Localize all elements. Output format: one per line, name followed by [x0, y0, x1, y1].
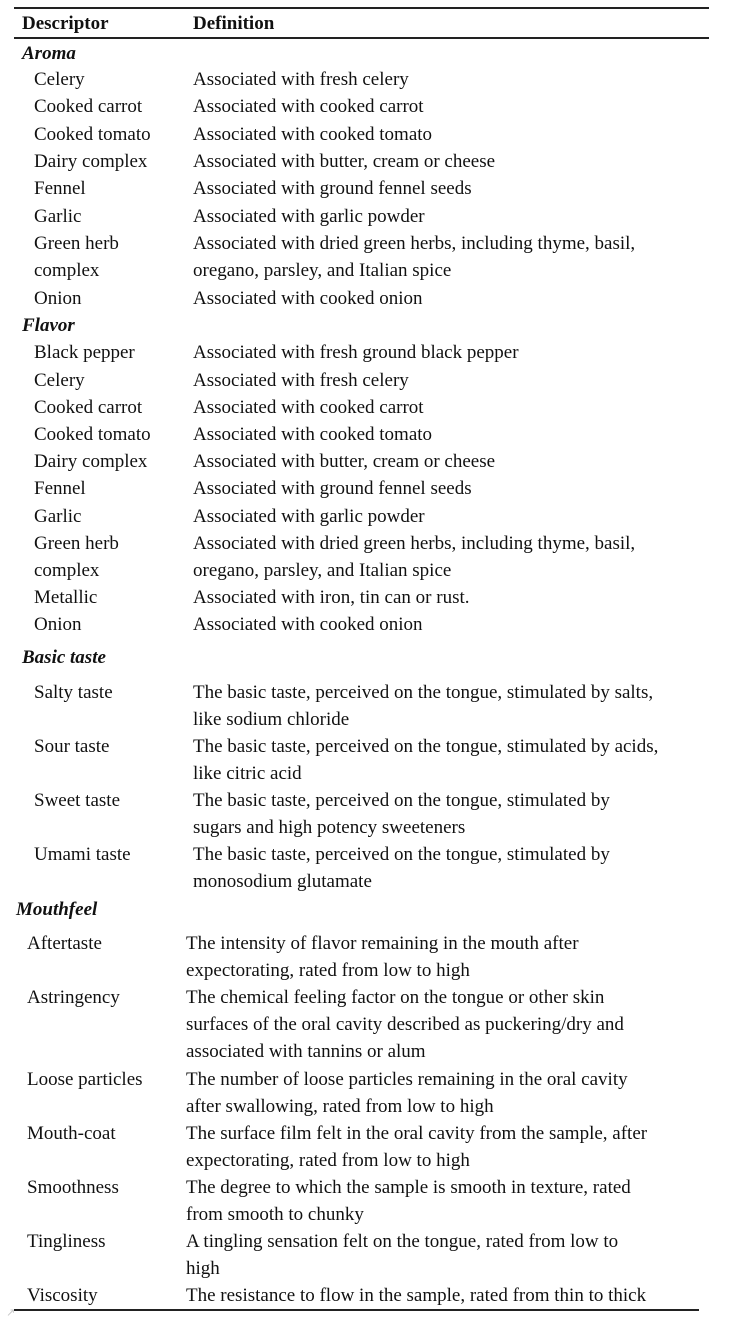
- row-definition: Associated with cooked carrot: [193, 397, 424, 418]
- row-descriptor: Green herb complex: [34, 533, 119, 581]
- row-definition: The basic taste, perceived on the tongue, stimulated by sugars and high potency sweeteners: [193, 790, 610, 838]
- row-descriptor: Celery: [34, 370, 85, 391]
- row-descriptor: Sweet taste: [34, 790, 121, 811]
- row-definition: Associated with fresh celery: [193, 370, 409, 391]
- row-definition: The basic taste, perceived on the tongue, stimulated by monosodium glutamate: [193, 844, 610, 892]
- row-descriptor: Salty taste: [34, 682, 113, 703]
- row-descriptor: Celery: [34, 69, 85, 90]
- row-descriptor: Loose particles: [27, 1069, 143, 1090]
- section-title-mouthfeel: Mouthfeel: [16, 899, 98, 920]
- top-rule: [14, 7, 709, 9]
- row-descriptor: Umami taste: [34, 844, 131, 865]
- row-definition: Associated with butter, cream or cheese: [193, 151, 496, 172]
- section-title-flavor: Flavor: [22, 315, 75, 336]
- row-definition: The resistance to flow in the sample, rated from thin to thick: [186, 1285, 647, 1306]
- row-descriptor: Black pepper: [34, 342, 135, 363]
- row-definition: Associated with cooked onion: [193, 288, 423, 309]
- row-descriptor: Tingliness: [27, 1231, 106, 1252]
- row-descriptor: Fennel: [34, 178, 86, 199]
- row-descriptor: Fennel: [34, 478, 86, 499]
- row-definition: Associated with dried green herbs, including thyme, basil, oregano, parsley, and Italian spice: [193, 533, 636, 581]
- row-definition: Associated with ground fennel seeds: [193, 178, 472, 199]
- row-descriptor: Cooked carrot: [34, 96, 143, 117]
- row-descriptor: Green herb complex: [34, 233, 119, 281]
- row-definition: Associated with cooked tomato: [193, 124, 433, 145]
- row-definition: Associated with fresh celery: [193, 69, 409, 90]
- bottom-rule: [14, 1309, 699, 1311]
- row-definition: A tingling sensation felt on the tongue, rated from low to high: [186, 1231, 619, 1279]
- row-definition: The basic taste, perceived on the tongue, stimulated by salts, like sodium chloride: [193, 682, 654, 730]
- section-title-aroma: Aroma: [22, 43, 76, 64]
- row-descriptor: Sour taste: [34, 736, 110, 757]
- section-title-basic-taste: Basic taste: [22, 647, 106, 668]
- row-descriptor: Cooked tomato: [34, 124, 151, 145]
- row-descriptor: Garlic: [34, 506, 82, 527]
- header-rule: [14, 37, 709, 39]
- row-definition: Associated with garlic powder: [193, 506, 425, 527]
- header-descriptor: Descriptor: [22, 13, 109, 34]
- row-definition: Associated with cooked onion: [193, 614, 423, 635]
- row-descriptor: Astringency: [27, 987, 120, 1008]
- row-definition: The basic taste, perceived on the tongue, stimulated by acids, like citric acid: [193, 736, 659, 784]
- row-descriptor: Onion: [34, 614, 82, 635]
- row-descriptor: Onion: [34, 288, 82, 309]
- row-descriptor: Garlic: [34, 206, 82, 227]
- row-definition: The surface film felt in the oral cavity from the sample, after expectorating, rated from low to high: [186, 1123, 648, 1171]
- row-definition: Associated with ground fennel seeds: [193, 478, 472, 499]
- row-descriptor: Dairy complex: [34, 151, 148, 172]
- row-definition: Associated with iron, tin can or rust.: [193, 587, 470, 608]
- row-definition: The intensity of flavor remaining in the mouth after expectorating, rated from low to high: [186, 933, 579, 981]
- row-definition: Associated with cooked tomato: [193, 424, 433, 445]
- row-definition: Associated with cooked carrot: [193, 96, 424, 117]
- header-definition: Definition: [193, 13, 275, 34]
- row-definition: The chemical feeling factor on the tongue or other skin surfaces of the oral cavity described as puckering/dry and associated with tannins or alum: [186, 987, 624, 1062]
- row-descriptor: Cooked carrot: [34, 397, 143, 418]
- row-definition: Associated with fresh ground black pepper: [193, 342, 519, 363]
- row-definition: Associated with butter, cream or cheese: [193, 451, 496, 472]
- row-descriptor: Aftertaste: [27, 933, 102, 954]
- row-descriptor: Smoothness: [27, 1177, 119, 1198]
- row-descriptor: Cooked tomato: [34, 424, 151, 445]
- row-definition: The number of loose particles remaining in the oral cavity after swallowing, rated from low to high: [186, 1069, 628, 1117]
- row-descriptor: Dairy complex: [34, 451, 148, 472]
- row-descriptor: Metallic: [34, 587, 98, 608]
- row-definition: The degree to which the sample is smooth in texture, rated from smooth to chunky: [186, 1177, 631, 1225]
- row-descriptor: Mouth-coat: [27, 1123, 116, 1144]
- row-definition: Associated with garlic powder: [193, 206, 425, 227]
- row-definition: Associated with dried green herbs, including thyme, basil, oregano, parsley, and Italian spice: [193, 233, 636, 281]
- watermark-logo: ↗: [6, 1306, 16, 1319]
- row-descriptor: Viscosity: [27, 1285, 98, 1306]
